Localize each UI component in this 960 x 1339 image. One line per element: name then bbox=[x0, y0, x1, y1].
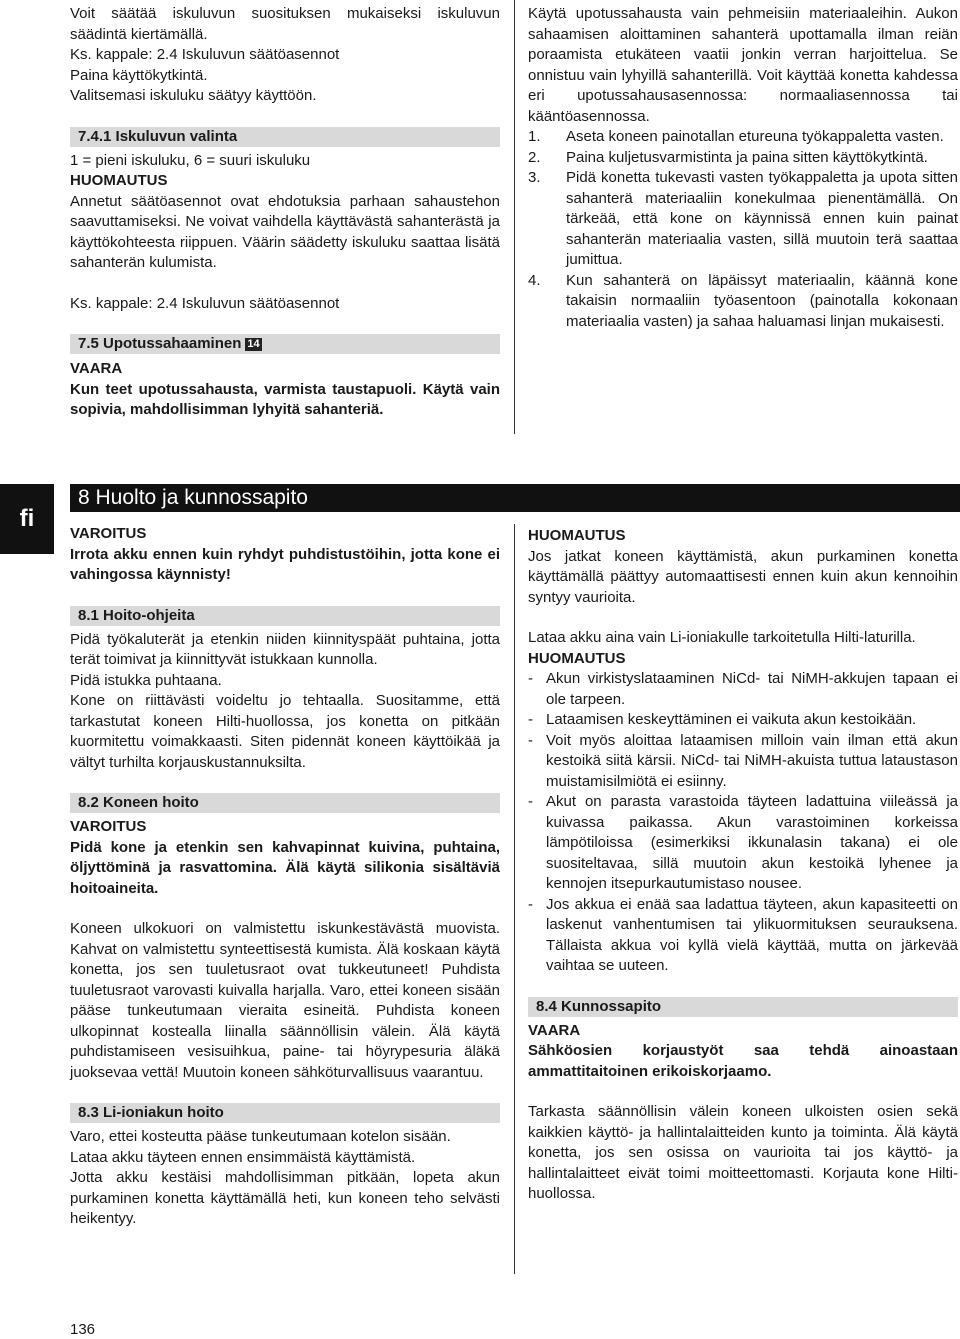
plunge-steps-list bbox=[528, 127, 958, 332]
list-item: 3. Pidä konetta tukevasti vasten työkappaletta ja upota sitten sahanterä materiaaliin konekulmaa pienentämällä. On tärkeää, että kone on käynnissä ennen kuin painat sahanterän materiaalia vasten, sillä muutoin terä saattaa jumittua. bbox=[528, 169, 958, 268]
list-item: 1. Aseta koneen painotallan etureuna työkappaletta vasten. bbox=[528, 128, 944, 145]
warning-text: Pidä kone ja etenkin sen kahvapinnat kuivina, puhtaina, öljyttöminä ja rasvattomina. Älä käytä silikonia sisältäviä hoitoaineita. bbox=[70, 838, 500, 897]
warning-text: Irrota akku ennen kuin ryhdyt puhdistustöihin, jotta kone ei vahingossa käynnisty! bbox=[70, 545, 500, 583]
maintenance-text: Tarkasta säännöllisin välein koneen ulkoisten osien sekä kaikkien käyttö- ja hallintalaitteiden kunto ja toiminta. Älä käytä konetta, jos sen osissa on vaurioita tai jos käyttö- ja hallintalaitteet eivät toimi moitteettomasti. Korjauta kone Hilti-huollossa. bbox=[528, 1103, 958, 1202]
cross-reference: Ks. kappale: 2.4 Iskuluvun säätöasennot bbox=[70, 294, 340, 312]
warning-label: VAROITUS bbox=[70, 525, 147, 542]
battery-notes-list bbox=[528, 669, 958, 977]
column-divider bbox=[514, 524, 515, 1274]
figure-reference-badge: 14 bbox=[247, 338, 260, 350]
section-7-4-1-heading: 7.4.1 Iskuluvun valinta bbox=[70, 127, 500, 147]
battery-care-paragraph: Jotta akku kestäisi mahdollisimman pitkään, lopeta akun purkaminen konetta käyttämällä heti, kun koneen teho selvästi heikentyy. bbox=[70, 1169, 500, 1227]
section-8-heading: 8 Huolto ja kunnossapito bbox=[70, 484, 960, 512]
top-left-column bbox=[70, 4, 500, 421]
danger-text: Sähköosien korjaustyöt saa tehdä ainoastaan ammattitaitoinen erikoiskorjaamo. bbox=[528, 1042, 958, 1080]
danger-label: VAARA bbox=[528, 1021, 581, 1039]
intro-line: Ks. kappale: 2.4 Iskuluvun säätöasennot bbox=[70, 46, 340, 63]
danger-text: Kun teet upotussahausta, varmista taustapuoli. Käytä vain sopivia, mahdollisimman lyhyitä sahanteriä. bbox=[70, 380, 500, 418]
battery-care-paragraph: Varo, ettei kosteutta pääse tunkeutumaan kotelon sisään. bbox=[70, 1128, 451, 1145]
list-item: - Akut on parasta varastoida täyteen ladattuina viileässä ja kuivassa paikassa. Akun varastoiminen korkeissa lämpötiloissa (esimerkiksi ikkunalasin takana) ei ole suositeltavaa, sillä muutoin akun kestoikä lyhenee ja kennojen itsepurkautumistaso nousee. bbox=[528, 793, 958, 892]
machine-care-text: Koneen ulkokuori on valmistettu iskunkestävästä muovista. Kahvat on valmistettu synteettisestä kumista. Älä koskaan käytä konetta, jos sen tuuletusraot ovat tukkeutuneet! Puhdista tuuletusraot varovasti kuivalla harjalla. Varo, ettei koneen sisään pääse tunkeutumaan vieraita esineitä. Puhdista koneen ulkopinnat kostealla liinalla säännöllisin välein. Älä käytä puhdistamiseen vesisuihkua, paine- tai höyrypesuria äläkä juoksevaa vettä! Muutoin koneen sähköturvallisuus vaarantuu. bbox=[70, 920, 500, 1081]
battery-care-paragraph: Lataa akku täyteen ennen ensimmäistä käyttämistä. bbox=[70, 1148, 416, 1166]
page-number: 136 bbox=[70, 1321, 96, 1338]
section-7-5-title: 7.5 Upotussahaaminen bbox=[78, 335, 242, 352]
language-tab: fi bbox=[0, 484, 54, 554]
note-label: HUOMAUTUS bbox=[70, 172, 168, 189]
list-item: - Voit myös aloittaa lataamisen milloin vain ilman että akun kestoikä siitä kärsii. NiCd- tai NiMH-akuista tuttua lataustason muistamisilmiötä ei esiinny. bbox=[528, 731, 958, 790]
care-paragraph: Kone on riittävästi voideltu jo tehtaalla. Suositamme, että tarkastutat koneen Hilti-huollossa, jos konetta on pitkään kuormitettu voimakkaasti. Siten pidennät koneen käyttöikää ja vältyt turhilta korjauskustannuksilta. bbox=[70, 692, 500, 771]
note-text: Jos jatkat koneen käyttämistä, akun purkaminen konetta käyttämällä päättyy automaattisesti ennen kuin akun kennoihin syntyy vaurioita. bbox=[528, 547, 958, 606]
top-right-column bbox=[528, 4, 958, 332]
section-8-3-heading: 8.3 Li-ioniakun hoito bbox=[70, 1103, 500, 1123]
note-text: Annetut säätöasennot ovat ehdotuksia parhaan sahaustehon saavuttamiseksi. Ne voivat vaihdella käyttävästä sahanterästä ja käyttökohteesta riippuen. Väärin säädetty iskuluku saattaa lisätä sahanterän kulumista. bbox=[70, 192, 500, 271]
bottom-left-column bbox=[70, 524, 500, 1230]
bottom-right-column bbox=[528, 526, 958, 1205]
list-item: - Jos akkua ei enää saa ladattua täyteen, akun kapasiteetti on laskenut vanhentumisen tai ylikuormituksen seurauksena. Tällaista akkua voi kyllä vielä käyttää, mutta on järkevää vaihtaa se uuteen. bbox=[528, 895, 958, 974]
list-item: 2. Paina kuljetusvarmistinta ja paina sitten käyttökytkintä. bbox=[528, 148, 928, 166]
list-item: - Akun virkistyslataaminen NiCd- tai NiMH-akkujen tapaan ei ole tarpeen. bbox=[528, 670, 958, 708]
section-7-5-heading bbox=[70, 334, 500, 354]
section-8-1-heading: 8.1 Hoito-ohjeita bbox=[70, 606, 500, 626]
intro-line: Valitsemasi iskuluku säätyy käyttöön. bbox=[70, 87, 317, 104]
plunge-intro-text: Käytä upotussahausta vain pehmeisiin materiaaleihin. Aukon sahaamisen aloittaminen sahanterä upottamalla ilman reiän poraamista etukäteen vaatii jonkin verran harjoittelua. Se onnistuu vain lyhyillä sahanterillä. Voit käyttää konetta kahdessa eri upotussahausasennossa: normaaliasennossa tai kääntöasennossa. bbox=[528, 5, 958, 125]
care-paragraph: Pidä istukka puhtaana. bbox=[70, 671, 222, 689]
note-label: HUOMAUTUS bbox=[528, 649, 626, 667]
section-8-2-heading: 8.2 Koneen hoito bbox=[70, 793, 500, 813]
section-8-4-heading: 8.4 Kunnossapito bbox=[528, 997, 958, 1017]
care-paragraph: Pidä työkaluterät ja etenkin niiden kiinnityspäät puhtaina, jotta terät toimivat ja kiinnittyvät istukkaan kunnolla. bbox=[70, 630, 500, 668]
section-7-4-1-text: 1 = pieni iskuluku, 6 = suuri iskuluku bbox=[70, 151, 311, 169]
intro-line: Paina käyttökytkintä. bbox=[70, 66, 208, 84]
intro-line: Voit säätää iskuluvun suosituksen mukaiseksi iskuluvun säädintä kiertämällä. bbox=[70, 5, 500, 43]
list-item: - Lataamisen keskeyttäminen ei vaikuta akun kestoikään. bbox=[528, 711, 917, 728]
column-divider bbox=[514, 0, 515, 434]
warning-label: VAROITUS bbox=[70, 818, 147, 835]
note-label: HUOMAUTUS bbox=[528, 527, 626, 544]
danger-label: VAARA bbox=[70, 360, 123, 377]
list-item: 4. Kun sahanterä on läpäissyt materiaalin, käännä kone takaisin normaaliin työasentoon (painotalla kokonaan materiaalia vasten) ja sahaa haluamasi linjan mukaisesti. bbox=[528, 271, 958, 330]
charge-instruction: Lataa akku aina vain Li-ioniakulle tarkoitetulla Hilti-laturilla. bbox=[528, 629, 916, 646]
